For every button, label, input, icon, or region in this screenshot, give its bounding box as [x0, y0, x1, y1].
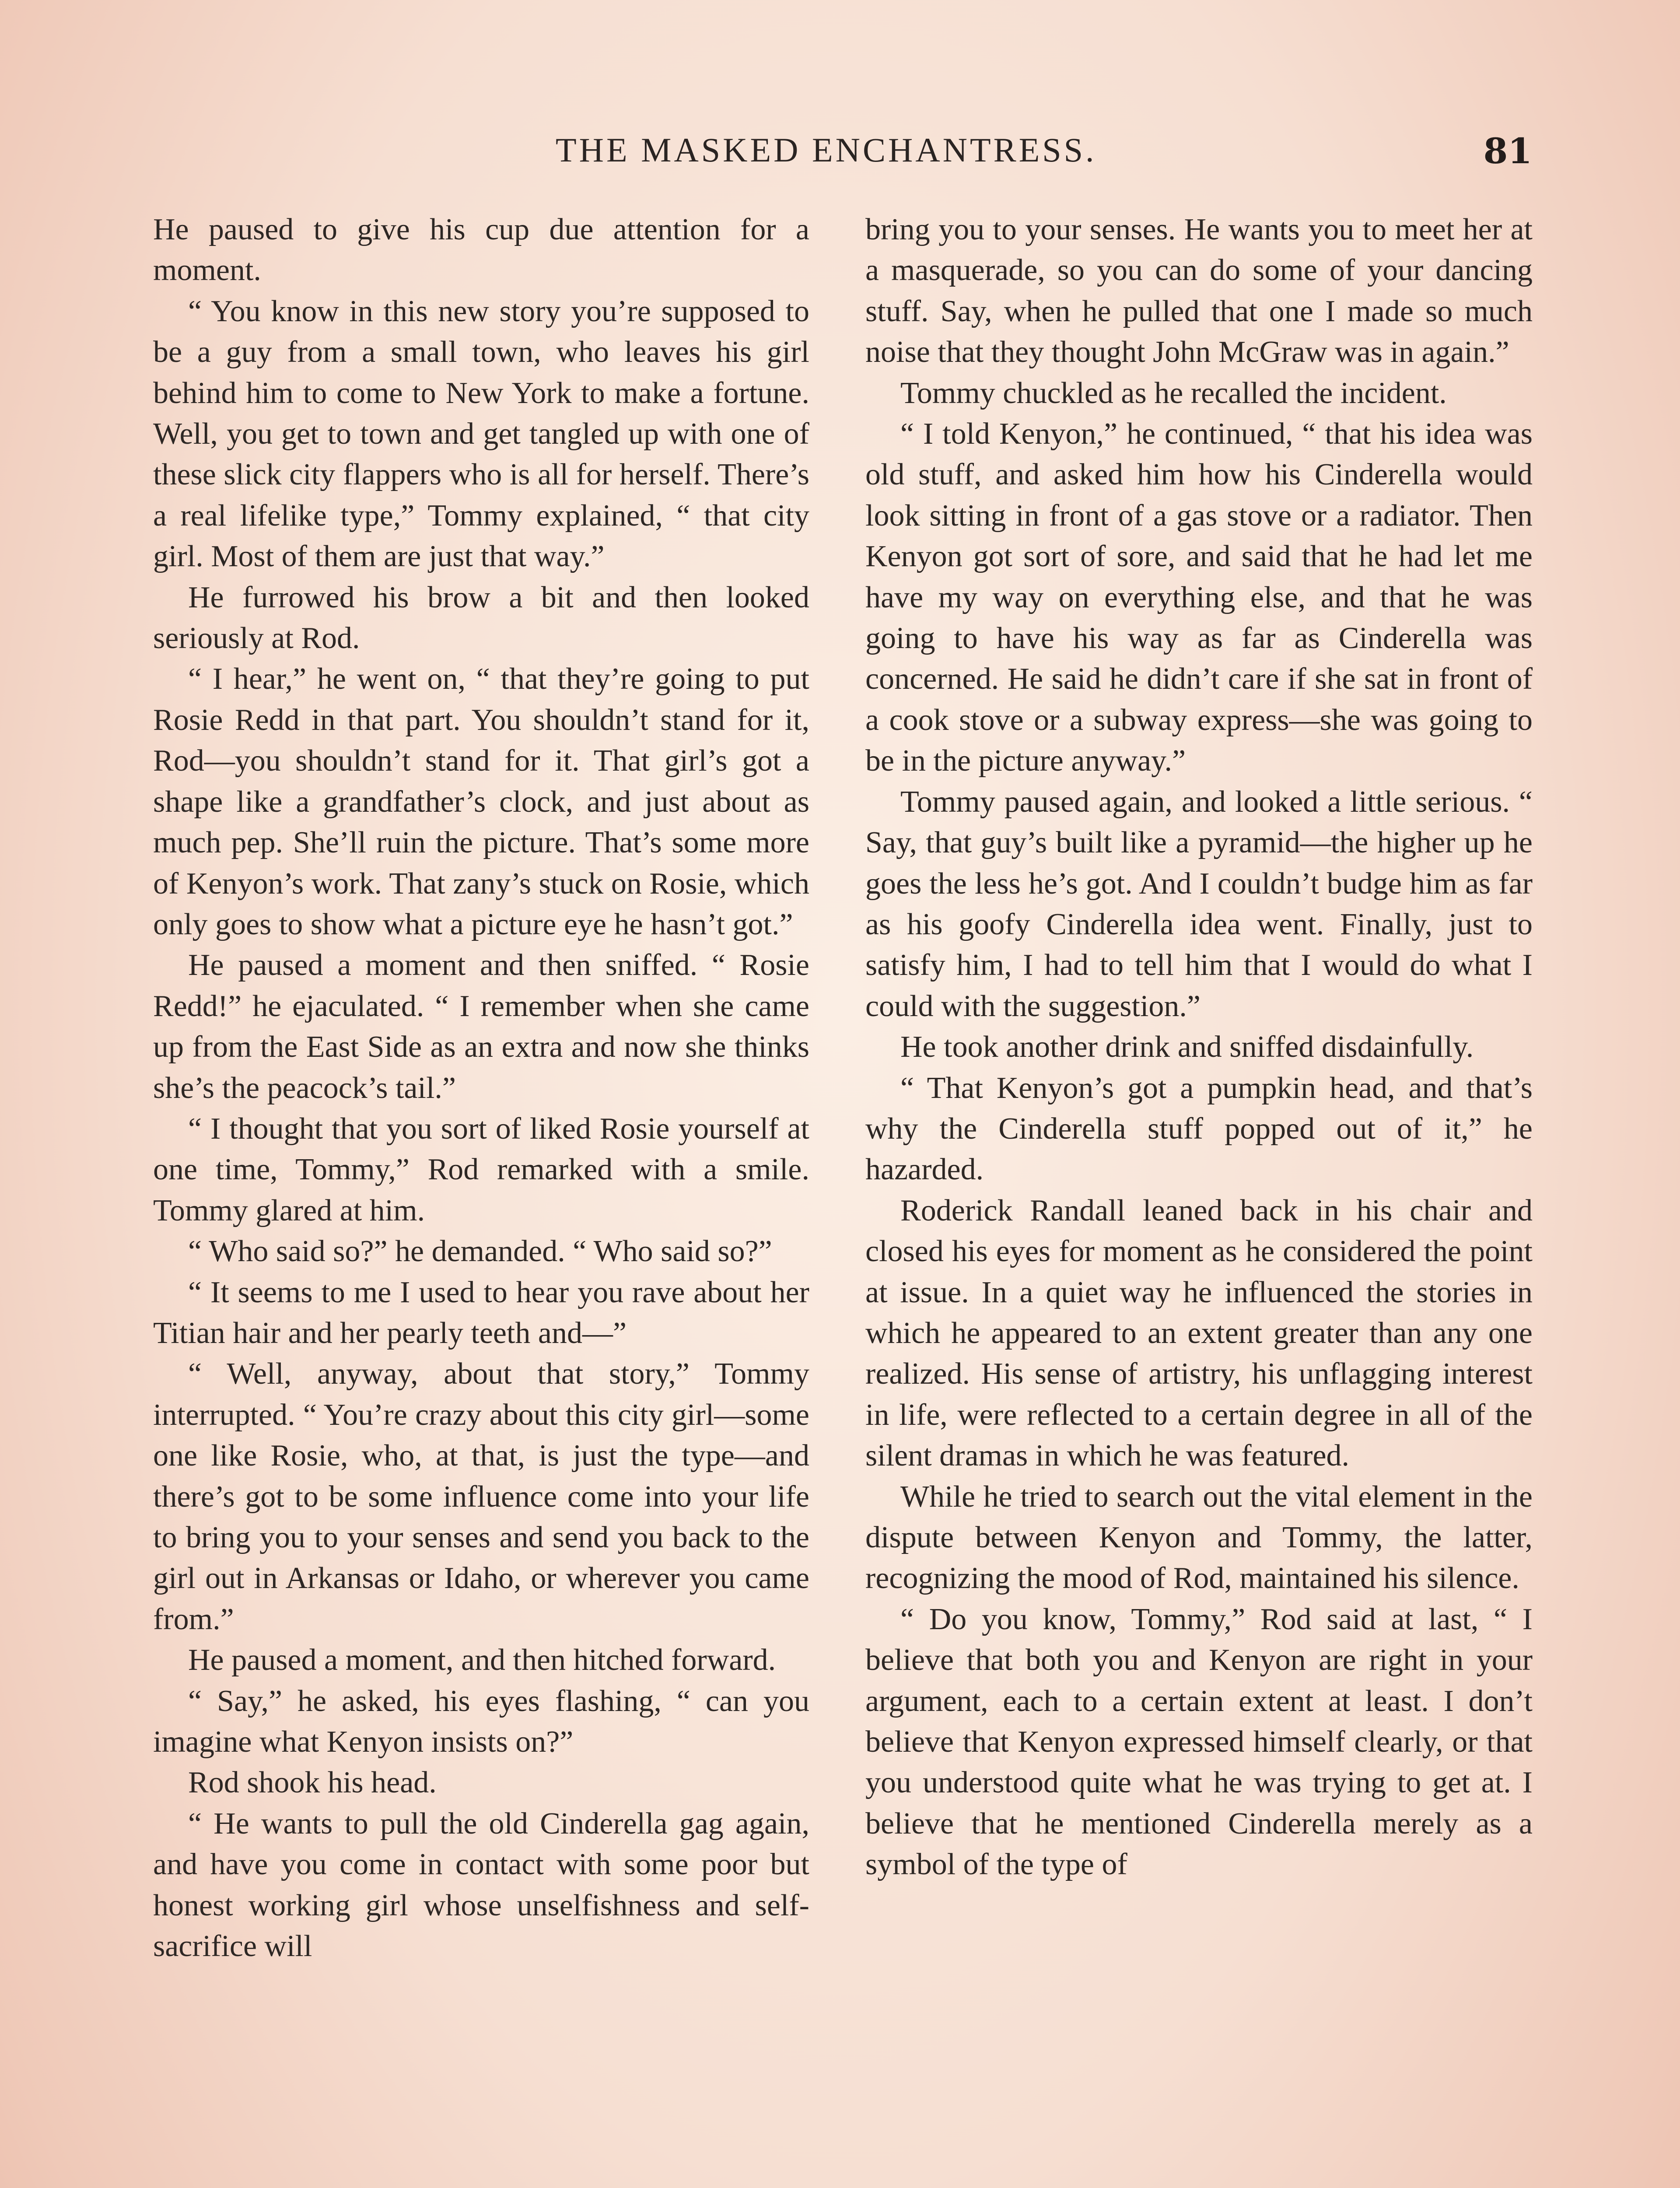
text-column-left [153, 209, 809, 1967]
paragraph: Roderick Randall leaned back in his chair and closed his eyes for moment as he considered the point at issue. In a quiet way he influenced the stories in which he appeared to an extent greater than any one realized. His sense of artistry, his unflagging interest in life, were reflected to a certain degree in all of the silent dramas in which he was featured. [865, 1193, 1533, 1473]
paragraph: He took another drink and sniffed disdainfully. [900, 1030, 1474, 1064]
paragraph: “ I hear,” he went on, “ that they’re going to put Rosie Redd in that part. You shouldn’t stand for it, Rod—you shouldn’t stand for it. That girl’s got a shape like a grandfather’s clock, and just about as much pep. She’ll ruin the picture. That’s some more of Kenyon’s work. That zany’s stuck on Rosie, which only goes to show what a picture eye he hasn’t got.” [153, 662, 809, 941]
paragraph: He furrowed his brow a bit and then looked seriously at Rod. [153, 580, 809, 656]
paragraph: “ I told Kenyon,” he continued, “ that his idea was old stuff, and asked him how his Cinderella would look sitting in front of a gas stove or a radiator. Then Kenyon got sort of sore, and said that he had let me have my way on everything else, and that he was going to have his way as far as Cinderella was concerned. He said he didn’t care if she sat in front of a cook stove or a subway express—she was going to be in the picture anyway.” [865, 417, 1533, 778]
paragraph: He paused a moment, and then hitched forward. [188, 1643, 776, 1677]
paragraph: “ Who said so?” he demanded. “ Who said so?” [188, 1234, 772, 1269]
paragraph: “ It seems to me I used to hear you rave about her Titian hair and her pearly teeth and—” [153, 1275, 809, 1350]
paragraph: Tommy paused again, and looked a little serious. “ Say, that guy’s built like a pyramid—the higher up he goes the less he’s got. And I couldn’t budge him as far as his goofy Cinderella idea went. Finally, just to satisfy him, I had to tell him that I would do what I could with the suggestion.” [865, 785, 1533, 1023]
paragraph: bring you to your senses. He wants you to meet her at a masquerade, so you can do some of your dancing stuff. Say, when he pulled that one I made so much noise that they thought John McGraw was in again.” [865, 213, 1533, 369]
paragraph: “ He wants to pull the old Cinderella gag again, and have you come in contact with some poor but honest working girl whose unselfishness and self-sacrifice will [153, 1806, 809, 1964]
paragraph: While he tried to search out the vital element in the dispute between Kenyon and Tommy, the latter, recognizing the mood of Rod, maintained his silence. [865, 1480, 1533, 1595]
paragraph: “ You know in this new story you’re supposed to be a guy from a small town, who leaves his girl behind him to come to New York to make a fortune. Well, you get to town and get tangled up with one of these slick city flappers who is all for herself. There’s a real lifelike type,” Tommy explained, “ that city girl. Most of them are just that way.” [153, 294, 809, 574]
paragraph: He paused to give his cup due attention for a moment. [153, 213, 809, 288]
paragraph: Rod shook his head. [188, 1766, 437, 1800]
paragraph: “ Say,” he asked, his eyes flashing, “ can you imagine what Kenyon insists on?” [153, 1684, 809, 1759]
text-column-right [865, 209, 1533, 1885]
paragraph: Tommy chuckled as he recalled the incident. [900, 376, 1447, 410]
running-title: THE MASKED ENCHANTRESS. [556, 131, 1097, 169]
paragraph: “ Do you know, Tommy,” Rod said at last, “ I believe that both you and Kenyon are right in your argument, each to a certain extent at least. I don’t believe that Kenyon expressed himself clearly, or that you understood quite what he was trying to get at. I believe that he mentioned Cinderella merely as a symbol of the type of [865, 1602, 1533, 1882]
paragraph: “ Well, anyway, about that story,” Tommy interrupted. “ You’re crazy about this city girl—some one like Rosie, who, at that, is just the type—and there’s got to be some influence come into your life to bring you to your senses and send you back to the girl out in Arkansas or Idaho, or wherever you came from.” [153, 1357, 809, 1636]
paragraph: “ I thought that you sort of liked Rosie yourself at one time, Tommy,” Rod remarked with a smile. Tommy glared at him. [153, 1112, 809, 1227]
page-number: 81 [1483, 130, 1532, 172]
page-header [0, 130, 1680, 179]
paragraph: “ That Kenyon’s got a pumpkin head, and that’s why the Cinderella stuff popped out of it,” he hazarded. [865, 1071, 1533, 1187]
paragraph: He paused a moment and then sniffed. “ Rosie Redd!” he ejaculated. “ I remember when she came up from the East Side as an extra and now she thinks she’s the peacock’s tail.” [153, 948, 809, 1105]
